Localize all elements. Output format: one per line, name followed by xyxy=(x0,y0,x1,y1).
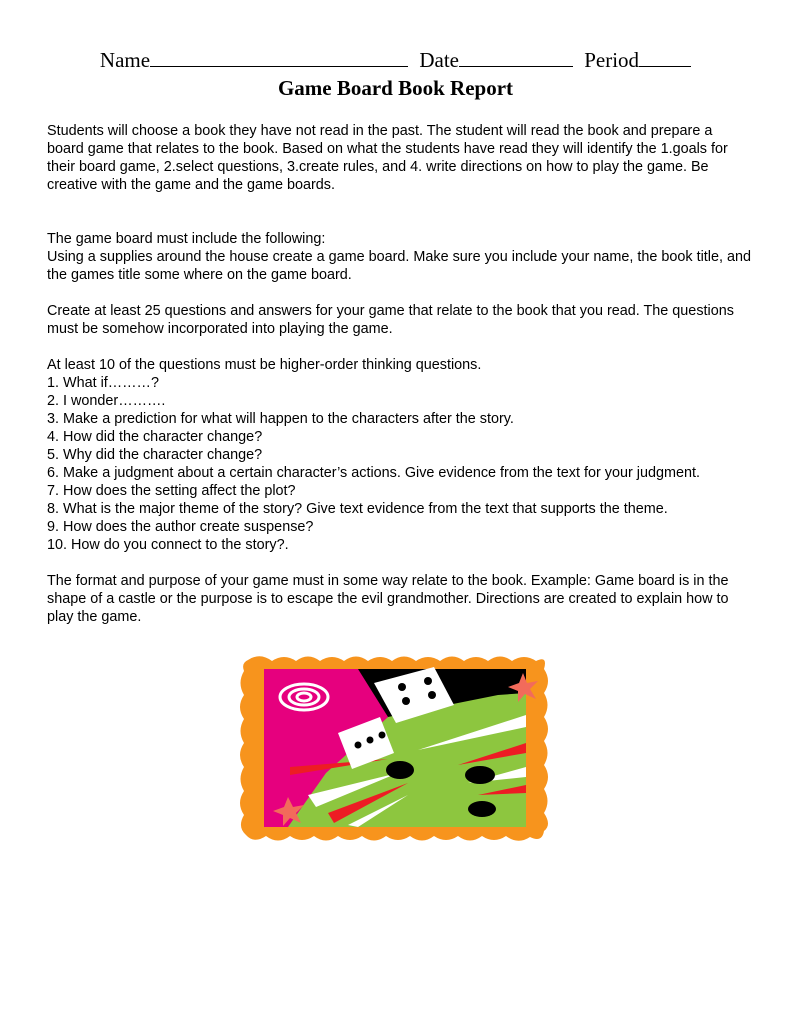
list-item: 4. How did the character change? xyxy=(47,429,263,445)
list-item: 9. How does the author create suspense? xyxy=(47,519,314,535)
list-item: 1. What if………? xyxy=(47,375,159,391)
instructions xyxy=(47,122,752,626)
date-field[interactable] xyxy=(459,48,573,67)
hot-question-list xyxy=(47,374,752,554)
date-label: Date xyxy=(419,48,459,72)
list-item: 7. How does the setting affect the plot? xyxy=(47,483,296,499)
page-title: Game Board Book Report xyxy=(277,76,514,100)
list-item: 10. How do you connect to the story?. xyxy=(47,537,289,553)
requirements-text: Using a supplies around the house create a game board. Make sure you include your name, the book title, and the games title some where on the game board. xyxy=(47,249,751,283)
hot-heading: At least 10 of the questions must be higher-order thinking questions. xyxy=(47,357,482,373)
requirements-heading: The game board must include the following: xyxy=(47,231,326,247)
questions-requirement: Create at least 25 questions and answers for your game that relate to the book that you read. The questions must be somehow incorporated into playing the game. xyxy=(47,303,734,337)
period-label: Period xyxy=(584,48,640,72)
board-game-clipart xyxy=(238,655,551,842)
list-item: 2. I wonder………. xyxy=(47,393,166,409)
checker-piece xyxy=(386,761,414,779)
list-item: 5. Why did the character change? xyxy=(47,447,263,463)
format-paragraph: The format and purpose of your game must in some way relate to the book. Example: Game board is in the shape of a castle or the purpose is to escape the evil grandmother. Directions are created to explain how to play the game. xyxy=(47,573,729,625)
list-item: 6. Make a judgment about a certain character’s actions. Give evidence from the text for your judgment. xyxy=(47,465,700,481)
list-item: 3. Make a prediction for what will happen to the characters after the story. xyxy=(47,411,514,427)
intro-paragraph: Students will choose a book they have not read in the past. The student will read the book and prepare a board game that relates to the book. Based on what the students have read they will identify the 1.goals for their board game, 2.select questions, 3.create rules, and 4. write directions on how to play the game. Be creative with the game and the game boards. xyxy=(47,123,728,193)
header-line xyxy=(0,47,791,73)
list-item: 8. What is the major theme of the story? Give text evidence from the text that supports the theme. xyxy=(47,501,668,517)
checker-piece xyxy=(465,766,495,784)
period-field[interactable] xyxy=(639,48,691,67)
name-label: Name xyxy=(99,48,151,72)
checker-piece xyxy=(468,801,496,817)
name-field[interactable] xyxy=(150,48,408,67)
